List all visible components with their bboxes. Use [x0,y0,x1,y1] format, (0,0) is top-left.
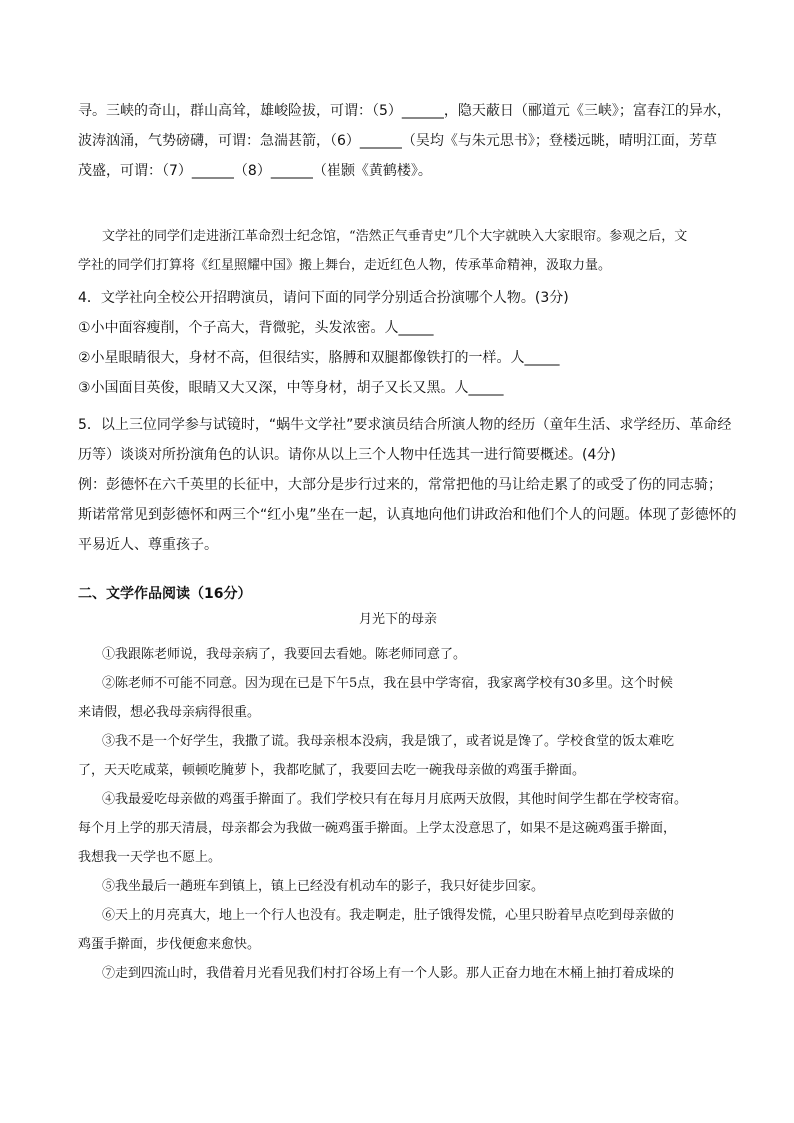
story-line: 每个月上学的那天清晨，母亲都会为我做一碗鸡蛋手擀面。上学太没意思了，如果不是这碗鸡蛋手擀面， [78,821,677,836]
story-line: ①我跟陈老师说，我母亲病了，我要回去看她。陈老师同意了。 [102,647,467,662]
option-item: ①小中面容瘦削，个子高大，背微驼，头发浓密。人_____ [78,320,434,336]
question-prompt: 历等）谈谈对所扮演角色的认识。请你从以上三个人物中任选其一进行简要概述。(4分) [78,447,616,463]
question-prompt: 4．文学社向全校公开招聘演员，请问下面的同学分别适合扮演哪个人物。(3分) [78,290,569,306]
example-line: 例：彭德怀在六千英里的长征中，大部分是步行过来的，常常把他的马让给走累了的或受了伤的同志骑； [78,477,722,493]
story-line: ⑦走到四流山时，我借着月光看见我们村打谷场上有一个人影。那人正奋力地在木桶上抽打着成垛的 [102,966,675,981]
story-body [78,640,738,988]
story-line: 来请假，想必我母亲病得很重。 [78,705,261,720]
intro-paragraph [78,222,738,280]
story-line: ②陈老师不可能不同意。因为现在已是下午5点，我在县中学寄宿，我家离学校有30多里。这个时候 [102,676,673,691]
top-paragraph [78,96,738,186]
example-line: 平易近人、尊重孩子。 [78,537,218,553]
story-line: ⑤我坐最后一趟班车到镇上，镇上已经没有机动车的影子，我只好徒步回家。 [102,879,545,894]
story-line: ③我不是一个好学生，我撒了谎。我母亲根本没病，我是饿了，或者说是馋了。学校食堂的饭太难吃 [102,734,675,749]
text-line: 茂盛，可谓：（7）______（8）______（崔颢《黄鹤楼》。 [78,163,432,179]
story-line: 我想我一天学也不愿上。 [78,850,222,865]
story-line: ④我最爱吃母亲做的鸡蛋手擀面了。我们学校只有在每月月底两天放假，其他时间学生都在学校寄宿。 [102,792,688,807]
option-item: ③小国面目英俊，眼睛又大又深，中等身材，胡子又长又黑。人_____ [78,380,504,396]
story-title: 月光下的母亲 [358,612,437,627]
example-line: 斯诺常常见到彭德怀和两三个“红小鬼”坐在一起，认真地向他们讲政治和他们个人的问题。体现了彭德怀的 [78,507,737,523]
option-item: ②小星眼睛很大，身材不高，但很结实，胳膊和双腿都像铁打的一样。人_____ [78,350,560,366]
text-line: 波涛汹涌，气势磅礴，可谓：急湍甚箭，（6）______（吴均《与朱元思书》；登楼远眺，晴明江面，芳草 [78,133,717,149]
story-line: ⑥天上的月亮真大，地上一个行人也没有。我走啊走，肚子饿得发慌，心里只盼着早点吃到母亲做的 [102,908,675,923]
question-prompt: 5．以上三位同学参与试镜时，“蜗牛文学社”要求演员结合所演人物的经历（童年生活、求学经历、革命经 [78,417,732,433]
section-heading: 二、文学作品阅读（16分） [78,586,252,602]
question-5 [78,410,738,560]
text-line: 学社的同学们打算将《红星照耀中国》搬上舞台，走近红色人物，传承革命精神，汲取力量。 [78,258,612,273]
story-line: 鸡蛋手擀面，步伐便愈来愈快。 [78,937,261,952]
text-line: 文学社的同学们走进浙江革命烈士纪念馆，“浩然正气垂青史”几个大字就映入大家眼帘。参观之后，文 [102,229,688,244]
story-line: 了，天天吃咸菜，顿顿吃腌萝卜，我都吃腻了，我要回去吃一碗我母亲做的鸡蛋手擀面。 [78,763,586,778]
question-4 [78,283,738,403]
text-line: 寻。三峡的奇山，群山高耸，雄峻险拔，可谓：（5）______，隐天蔽日（郦道元《三峡》；富春江的异水， [78,103,731,119]
